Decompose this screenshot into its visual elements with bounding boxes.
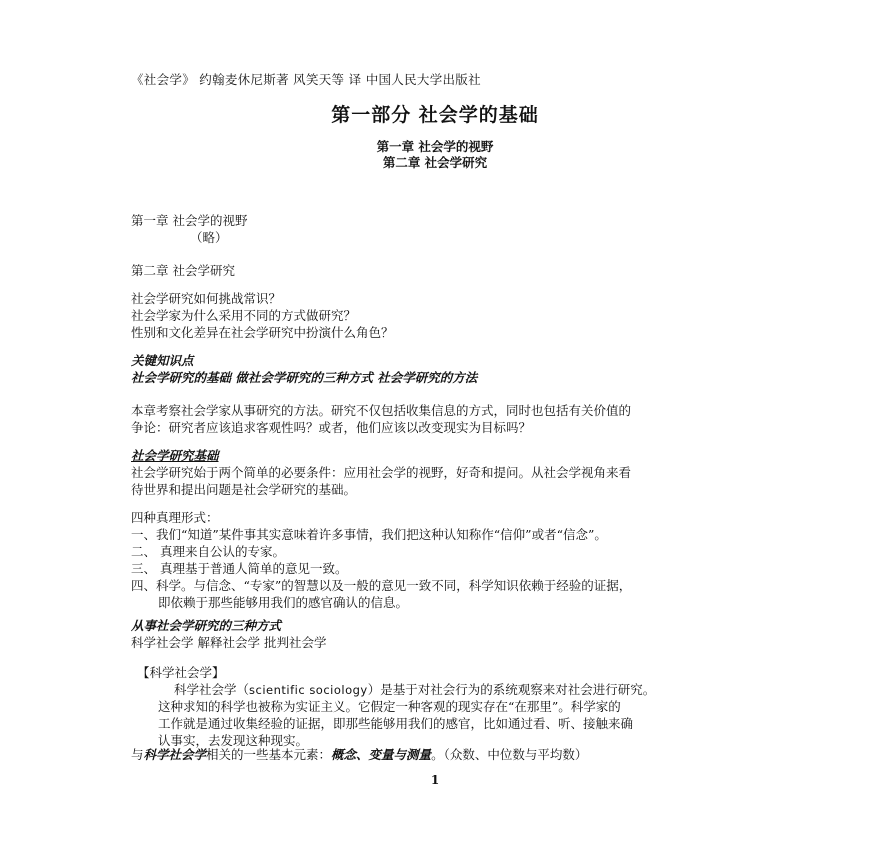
chapter-list-item: 第一章 社会学的视野 — [376, 139, 494, 154]
basics-line: 待世界和提出问题是社会学研究的基础。 — [131, 482, 357, 497]
sci-soc-line: 这种求知的科学也被称为实证主义。它假定一种客观的现实存在“在那里”。科学家的 — [158, 699, 621, 714]
basics-line: 社会学研究始于两个简单的必要条件：应用社会学的视野，好奇和提问。从社会学视角来看 — [131, 465, 632, 480]
sci-soc-line: 认事实，去发现这种现实。 — [158, 733, 309, 748]
sci-soc-heading: 【科学社会学】 — [137, 665, 225, 680]
chapter-2-title: 第二章 社会学研究 — [131, 263, 235, 278]
elements-text: 相关的一些基本元素： — [206, 747, 332, 762]
three-ways-items: 科学社会学 解释社会学 批判社会学 — [131, 635, 327, 650]
chapter-list-item: 第二章 社会学研究 — [382, 155, 488, 170]
key-points-heading: 关键知识点 — [131, 353, 194, 368]
intro-line: 本章考察社会学家从事研究的方法。研究不仅包括收集信息的方式，同时也包括有关价值的 — [131, 403, 632, 418]
sci-soc-line: 工作就是通过收集经验的证据，即那些能够用我们的感官，比如通过看、听、接触来确 — [158, 716, 634, 731]
three-ways-heading: 从事社会学研究的三种方式 — [131, 618, 282, 633]
sci-soc-elements-line — [131, 746, 587, 763]
part-title: 第一部分 社会学的基础 — [331, 104, 539, 126]
question: 社会学家为什么采用不同的方式做研究？ — [131, 308, 357, 323]
truth-item: 二、 真理来自公认的专家。 — [131, 544, 285, 559]
chapter-1-title: 第一章 社会学的视野 — [131, 213, 248, 228]
elements-term: 科学社会学 — [143, 747, 207, 762]
sci-soc-english-term: scientific sociology — [249, 683, 368, 697]
elements-list: 概念、变量与测量 — [331, 747, 432, 762]
truth-item-continuation: 即依赖于那些能够用我们的感官确认的信息。 — [158, 595, 409, 610]
truth-item: 四、科学。与信念、“专家”的智慧以及一般的意见一致不同，科学知识依赖于经验的证据， — [131, 578, 632, 593]
key-points-items: 社会学研究的基础 做社会学研究的三种方式 社会学研究的方法 — [131, 370, 478, 385]
question: 社会学研究如何挑战常识？ — [131, 291, 282, 306]
chapter-1-note: （略） — [190, 230, 228, 245]
basics-heading: 社会学研究基础 — [131, 448, 219, 463]
page-number: 1 — [430, 773, 440, 787]
sci-soc-line — [174, 681, 655, 699]
elements-text: 与 — [131, 747, 144, 762]
book-header: 《社会学》 约翰麦休尼斯著 风笑天等 译 中国人民大学出版社 — [131, 72, 481, 87]
truth-heading: 四种真理形式： — [131, 510, 219, 525]
elements-text: 。（众数、中位数与平均数） — [431, 747, 588, 762]
truth-item: 三、 真理基于普通人简单的意见一致。 — [131, 561, 348, 576]
question: 性别和文化差异在社会学研究中扮演什么角色？ — [131, 325, 394, 340]
sci-soc-text: ）是基于对社会行为的系统观察来对社会进行研究。 — [367, 682, 656, 697]
sci-soc-text: 科学社会学（ — [174, 682, 250, 697]
intro-line: 争论：研究者应该追求客观性吗？或者，他们应该以改变现实为目标吗？ — [131, 420, 532, 435]
truth-item: 一、我们“知道”某件事其实意味着许多事情，我们把这种认知称作“信仰”或者“信念”。 — [131, 527, 607, 542]
